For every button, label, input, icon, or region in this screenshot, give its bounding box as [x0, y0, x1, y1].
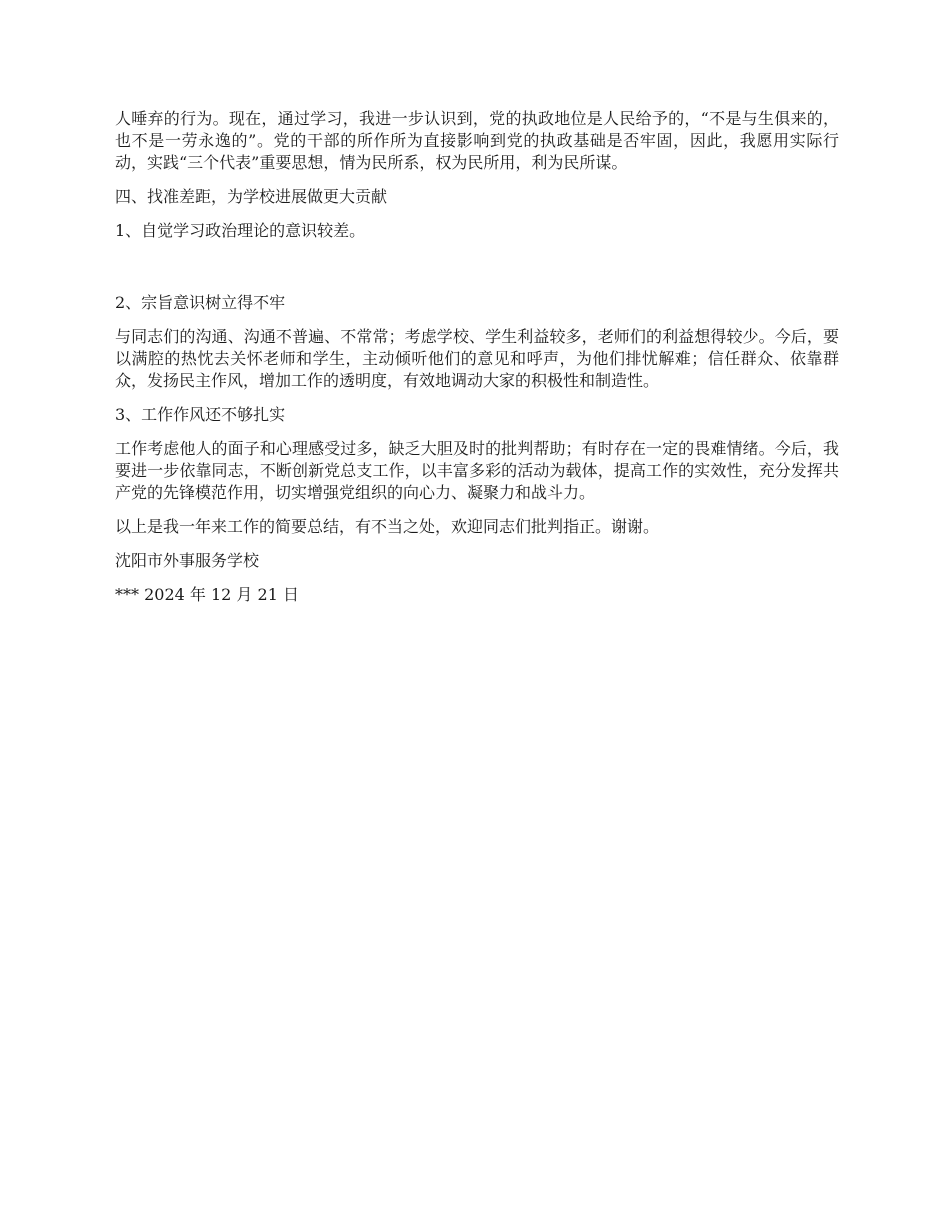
paragraph-closing: 以上是我一年来工作的简要总结，有不当之处，欢迎同志们批判指正。谢谢。 — [115, 517, 660, 536]
section-heading-four: 四、找准差距，为学校进展做更大贡献 — [115, 187, 388, 206]
document-page — [115, 108, 839, 606]
paragraph-communication: 与同志们的沟通、沟通不普遍、不常常；考虑学校、学生利益较多，老师们的利益想得较少。今后，要以满腔的热忱去关怀老师和学生，主动倾听他们的意见和呼声，为他们排忧解难；信任群众、依靠群众，发扬民主作风，增加工作的透明度，有效地调动大家的积极性和制造性。 — [115, 327, 839, 390]
item-1-heading: 1、自觉学习政治理论的意识较差。 — [115, 221, 366, 240]
item-3-heading: 3、工作作风还不够扎实 — [115, 405, 286, 424]
signature-organization: 沈阳市外事服务学校 — [115, 551, 260, 570]
paragraph-party-position: 人唾弃的行为。现在，通过学习，我进一步认识到，党的执政地位是人民给予的，“不是与生俱来的，也不是一劳永逸的”。党的干部的所作所为直接影响到党的执政基础是否牢固，因此，我愿用实际行动，实践“三个代表”重要思想，情为民所系，权为民所用，利为民所谋。 — [115, 109, 839, 172]
signature-date: *** 2024 年 12 月 21 日 — [115, 585, 299, 604]
item-2-heading: 2、宗旨意识树立得不牢 — [115, 293, 286, 312]
paragraph-work-style: 工作考虑他人的面子和心理感受过多，缺乏大胆及时的批判帮助；有时存在一定的畏难情绪。今后，我要进一步依靠同志，不断创新党总支工作，以丰富多彩的活动为载体，提高工作的实效性，充分发挥共产党的先锋模范作用，切实增强党组织的向心力、凝聚力和战斗力。 — [115, 439, 839, 502]
